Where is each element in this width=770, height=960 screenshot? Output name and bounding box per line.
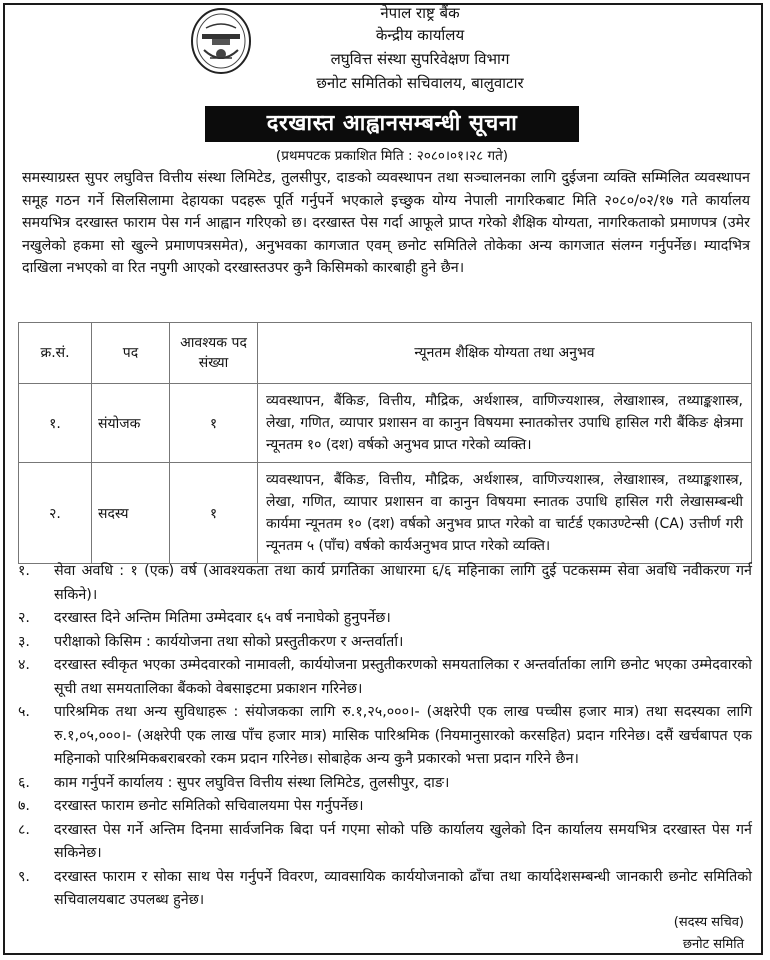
row-post: सदस्य xyxy=(92,463,170,564)
org-name: नेपाल राष्ट्र बैंक xyxy=(380,4,460,22)
row-requirement: व्यवस्थापन, बैंकिङ, वित्तीय, मौद्रिक, अर्थशास्त्र, वाणिज्यशास्त्र, लेखाशास्त्र, तथ्याङ्कशास्त्र, लेखा, गणित, व्यापार प्रशासन वा कानुन विषयमा स्नातकोत्तर उपाधि हासिल गरी बैंकिङ क्षेत्रमा न्यूनतम १० (दश) वर्षको अनुभव प्राप्त गरेको व्यक्ति। xyxy=(258,384,752,463)
item-text: दरखास्त फाराम र सोका साथ पेस गर्नुपर्ने विवरण, व्यावसायिक कार्ययोजनाको ढाँचा तथा कार्यादेशसम्बन्धी जानकारी छनोट समितिको सचिवालयबाट उपलब्ध हुनेछ। xyxy=(54,868,752,908)
header-count: आवश्यक पद संख्या xyxy=(170,323,258,384)
signatory-committee: छनोट समिति xyxy=(682,937,744,952)
item-text: दरखास्त पेस गर्ने अन्तिम दिनमा सार्वजनिक बिदा पर्न गएमा सोको पछि कार्यालय खुलेको दिन कार्यालय समयभित्र दरखास्त पेस गर्न सकिनेछ। xyxy=(54,821,752,861)
item-number: ५. xyxy=(18,704,30,720)
row-serial: १. xyxy=(19,384,92,463)
item-number: ६. xyxy=(18,774,30,791)
item-number: २. xyxy=(18,610,30,626)
list-item xyxy=(18,819,752,866)
positions-table xyxy=(18,322,752,564)
item-number: ९. xyxy=(18,868,30,885)
list-item xyxy=(18,866,752,913)
publication-date: (प्रथमपटक प्रकाशित मिति : २०८०।०१।२८ गते) xyxy=(275,148,509,164)
table-row xyxy=(19,384,752,463)
table-header-row xyxy=(19,323,752,384)
row-count: १ xyxy=(170,463,258,564)
table-row xyxy=(19,463,752,564)
item-number: ८. xyxy=(18,821,30,838)
item-text: दरखास्त स्वीकृत भएका उम्मेदवारको नामावली, कार्ययोजना प्रस्तुतीकरणको समयतालिका र अन्तर्वार्ताका लागि छनोट भएका उम्मेदवारको सूची तथा समयतालिका बैंकको वेबसाइटमा प्रकाशन गरिनेछ। xyxy=(54,657,752,697)
header-requirement: न्यूनतम शैक्षिक योग्यता तथा अनुभव xyxy=(258,323,752,384)
item-number: ७. xyxy=(18,798,30,814)
header-serial: क्र.सं. xyxy=(19,323,92,384)
item-text: दरखास्त फाराम छनोट समितिको सचिवालयमा पेस गर्नुपर्नेछ। xyxy=(54,798,364,814)
list-item xyxy=(18,701,752,772)
item-number: ४. xyxy=(18,657,30,673)
notice-title: दरखास्त आह्वानसम्बन्धी सूचना xyxy=(205,106,579,142)
secretariat-name: छनोट समितिको सचिवालय, बालुवाटार xyxy=(316,74,524,92)
row-serial: २. xyxy=(19,463,92,564)
office-name: केन्द्रीय कार्यालय xyxy=(375,26,465,44)
signatory-role: (सदस्य सचिव) xyxy=(673,915,744,930)
terms-list xyxy=(18,560,752,913)
header-post: पद xyxy=(92,323,170,384)
item-text: दरखास्त दिने अन्तिम मितिमा उम्मेदवार ६५ वर्ष ननाघेको हुनुपर्नेछ। xyxy=(54,610,391,626)
item-text: परीक्षाको किसिम : कार्ययोजना तथा सोको प्रस्तुतीकरण र अन्तर्वार्ता। xyxy=(54,633,404,650)
list-item xyxy=(18,607,752,631)
item-text: सेवा अवधि : १ (एक) वर्ष (आवश्यकता तथा कार्य प्रगतिका आधारमा ६/६ महिनाका लागि दुई पटकसम्म सेवा अवधि नवीकरण गर्न सकिने)। xyxy=(54,563,752,603)
list-item xyxy=(18,560,752,607)
item-text: पारिश्रमिक तथा अन्य सुविधाहरू : संयोजकका लागि रु.१,२५,०००।- (अक्षरेपी एक लाख पच्चीस हजार मात्र) तथा सदस्यका लागि रु.१,०५,०००।- (अक्षरेपी एक लाख पाँच हजार मात्र) मासिक पारिश्रमिक (नियमानुसारको करसहित) प्रदान गरिनेछ। दसैं खर्चबापत एक महिनाको पारिश्रमिकबराबरको रकम प्रदान गरिनेछ। सोबाहेक अन्य कुनै प्रकारको भत्ता प्रदान गरिने छैन। xyxy=(54,704,752,767)
row-requirement: व्यवस्थापन, बैंकिङ, वित्तीय, मौद्रिक, अर्थशास्त्र, वाणिज्यशास्त्र, लेखाशास्त्र, तथ्याङ्कशास्त्र, लेखा, गणित, व्यापार प्रशासन वा कानुन विषयमा स्नातक उपाधि हासिल गरी लेखासम्बन्धी कार्यमा न्यूनतम १० (दश) वर्षको अनुभव प्राप्त गरेको वा चार्टर्ड एकाउण्टेन्सी (CA) उत्तीर्ण गरी न्यूनतम ५ (पाँच) वर्षको कार्यअनुभव प्राप्त गरेको व्यक्ति। xyxy=(258,463,752,564)
list-item xyxy=(18,631,752,655)
intro-paragraph: समस्याग्रस्त सुपर लघुवित्त वित्तीय संस्था लिमिटेड, तुलसीपुर, दाङको व्यवस्थापन तथा सञ्चालनका लागि दुईजना व्यक्ति सम्मिलित व्यवस्थापन समूह गठन गर्ने सिलसिलामा देहायका पदहरू पूर्ति गर्नुपर्ने भएकाले इच्छुक योग्य नेपाली नागरिकबाट मिति २०८०/०२/१७ गते कार्यालय समयभित्र दरखास्त फाराम पेस गर्न आह्वान गरिएको छ। दरखास्त पेस गर्दा आफूले प्राप्त गरेको शैक्षिक योग्यता, नागरिकताको प्रमाणपत्र (उमेर नखुलेको हकमा सो खुल्ने प्रमाणपत्रसमेत), अनुभवका कागजात एवम् छनोट समितिले तोकेका अन्य कागजात संलग्न गर्नुपर्नेछ। म्यादभित्र दाखिला नभएको वा रित नपुगी आएको दरखास्तउपर कुनै किसिमको कारबाही हुने छैन। xyxy=(22,170,750,276)
item-number: ३. xyxy=(18,633,30,650)
list-item xyxy=(18,795,752,819)
department-name: लघुवित्त संस्था सुपरिवेक्षण विभाग xyxy=(330,50,510,68)
list-item xyxy=(18,772,752,796)
row-count: १ xyxy=(170,384,258,463)
list-item xyxy=(18,654,752,701)
letterhead xyxy=(0,0,770,110)
item-number: १. xyxy=(18,563,30,579)
row-post: संयोजक xyxy=(92,384,170,463)
item-text: काम गर्नुपर्ने कार्यालय : सुपर लघुवित्त वित्तीय संस्था लिमिटेड, तुलसीपुर, दाङ। xyxy=(54,774,450,791)
